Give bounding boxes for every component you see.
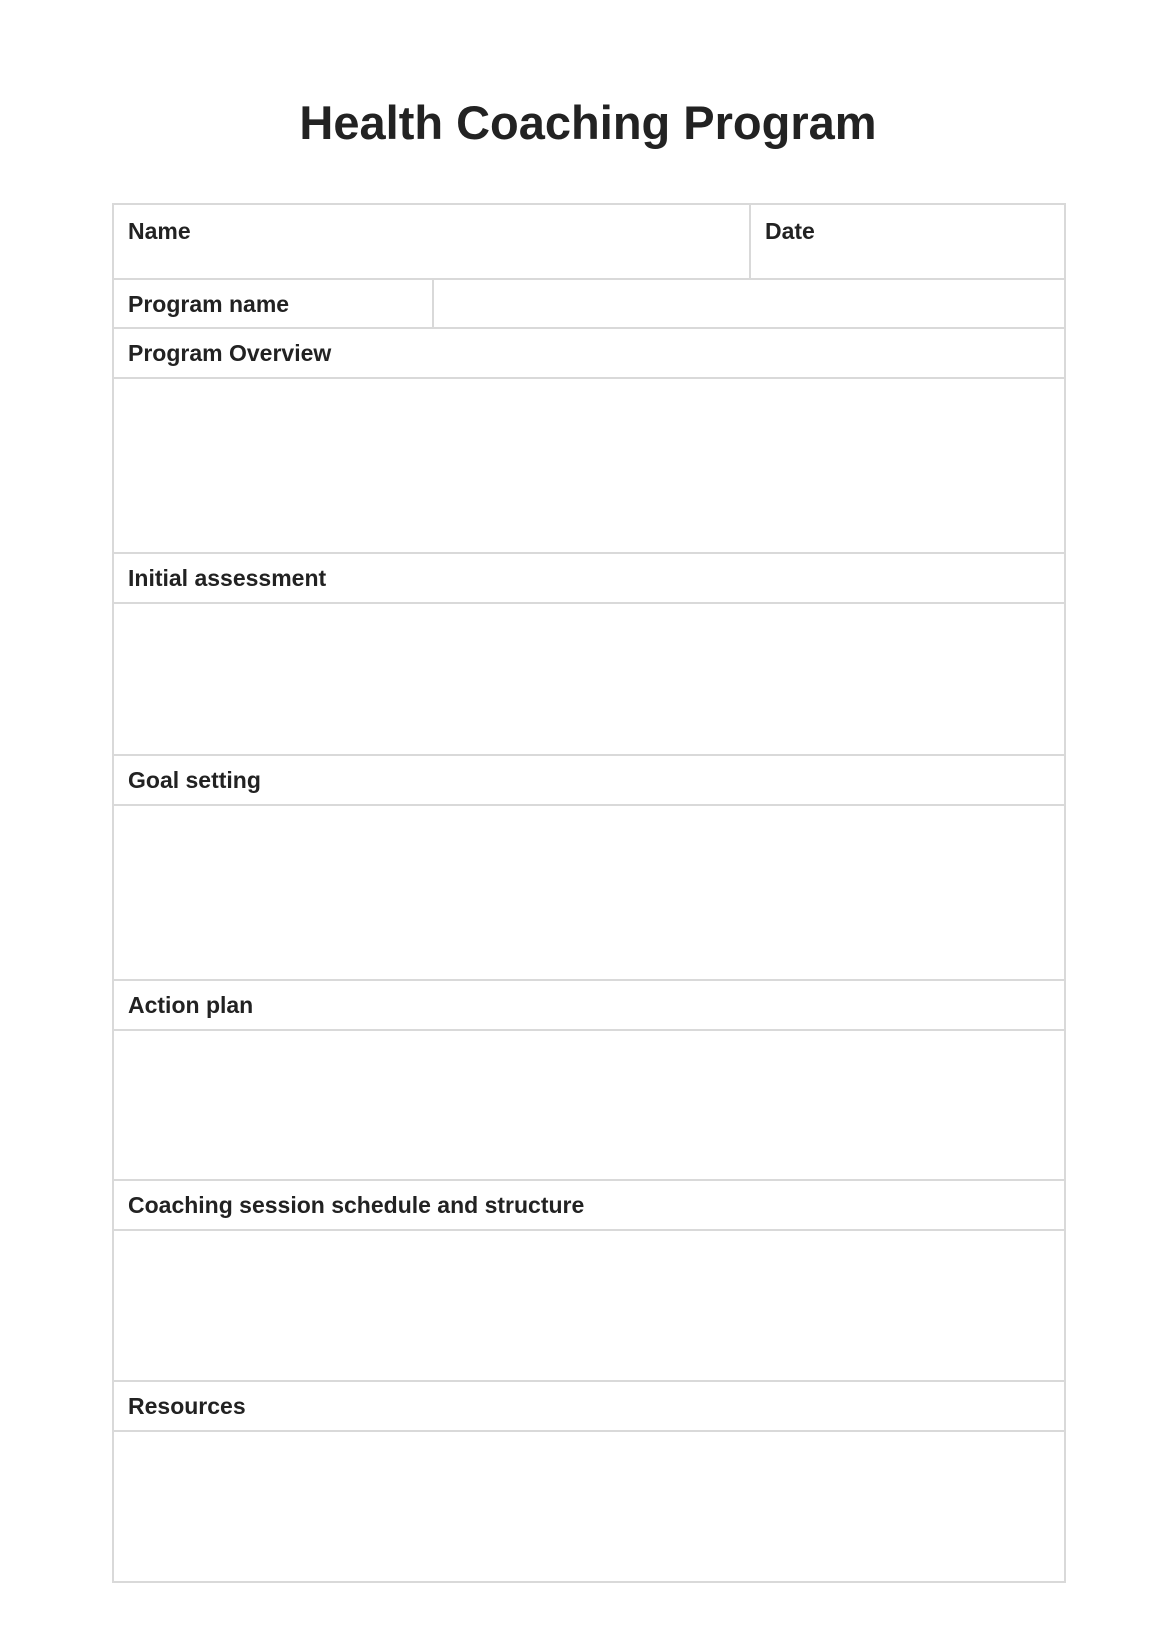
resources-field[interactable] (114, 1432, 1064, 1581)
coaching-form (112, 203, 1066, 1583)
program-name-label: Program name (128, 291, 290, 317)
name-field[interactable] (114, 205, 749, 278)
program-overview-field[interactable] (114, 379, 1064, 552)
action-plan-field[interactable] (114, 1031, 1064, 1179)
name-date-row (114, 205, 1064, 280)
goal-setting-field[interactable] (114, 806, 1064, 979)
initial-assessment-field[interactable] (114, 604, 1064, 754)
goal-setting-heading: Goal setting (128, 767, 261, 793)
section-heading-row (114, 329, 1064, 379)
section-heading-row (114, 1181, 1064, 1231)
date-field[interactable] (749, 205, 1064, 278)
initial-assessment-heading: Initial assessment (128, 565, 327, 591)
section-heading-row (114, 1382, 1064, 1432)
initial-assessment-field-row (114, 604, 1064, 756)
program-overview-heading: Program Overview (128, 340, 332, 366)
page-title: Health Coaching Program (299, 96, 877, 149)
program-overview-field-row (114, 379, 1064, 554)
session-schedule-field-row (114, 1231, 1064, 1382)
program-name-field[interactable] (432, 280, 1064, 327)
session-schedule-field[interactable] (114, 1231, 1064, 1380)
section-heading-row (114, 554, 1064, 604)
action-plan-field-row (114, 1031, 1064, 1181)
session-schedule-heading: Coaching session schedule and structure (128, 1192, 585, 1218)
resources-heading: Resources (128, 1393, 246, 1419)
action-plan-heading: Action plan (128, 992, 254, 1018)
date-label: Date (765, 218, 815, 244)
name-label: Name (128, 218, 191, 244)
section-heading-row (114, 756, 1064, 806)
resources-field-row (114, 1432, 1064, 1581)
goal-setting-field-row (114, 806, 1064, 981)
program-name-row (114, 280, 1064, 329)
section-heading-row (114, 981, 1064, 1031)
